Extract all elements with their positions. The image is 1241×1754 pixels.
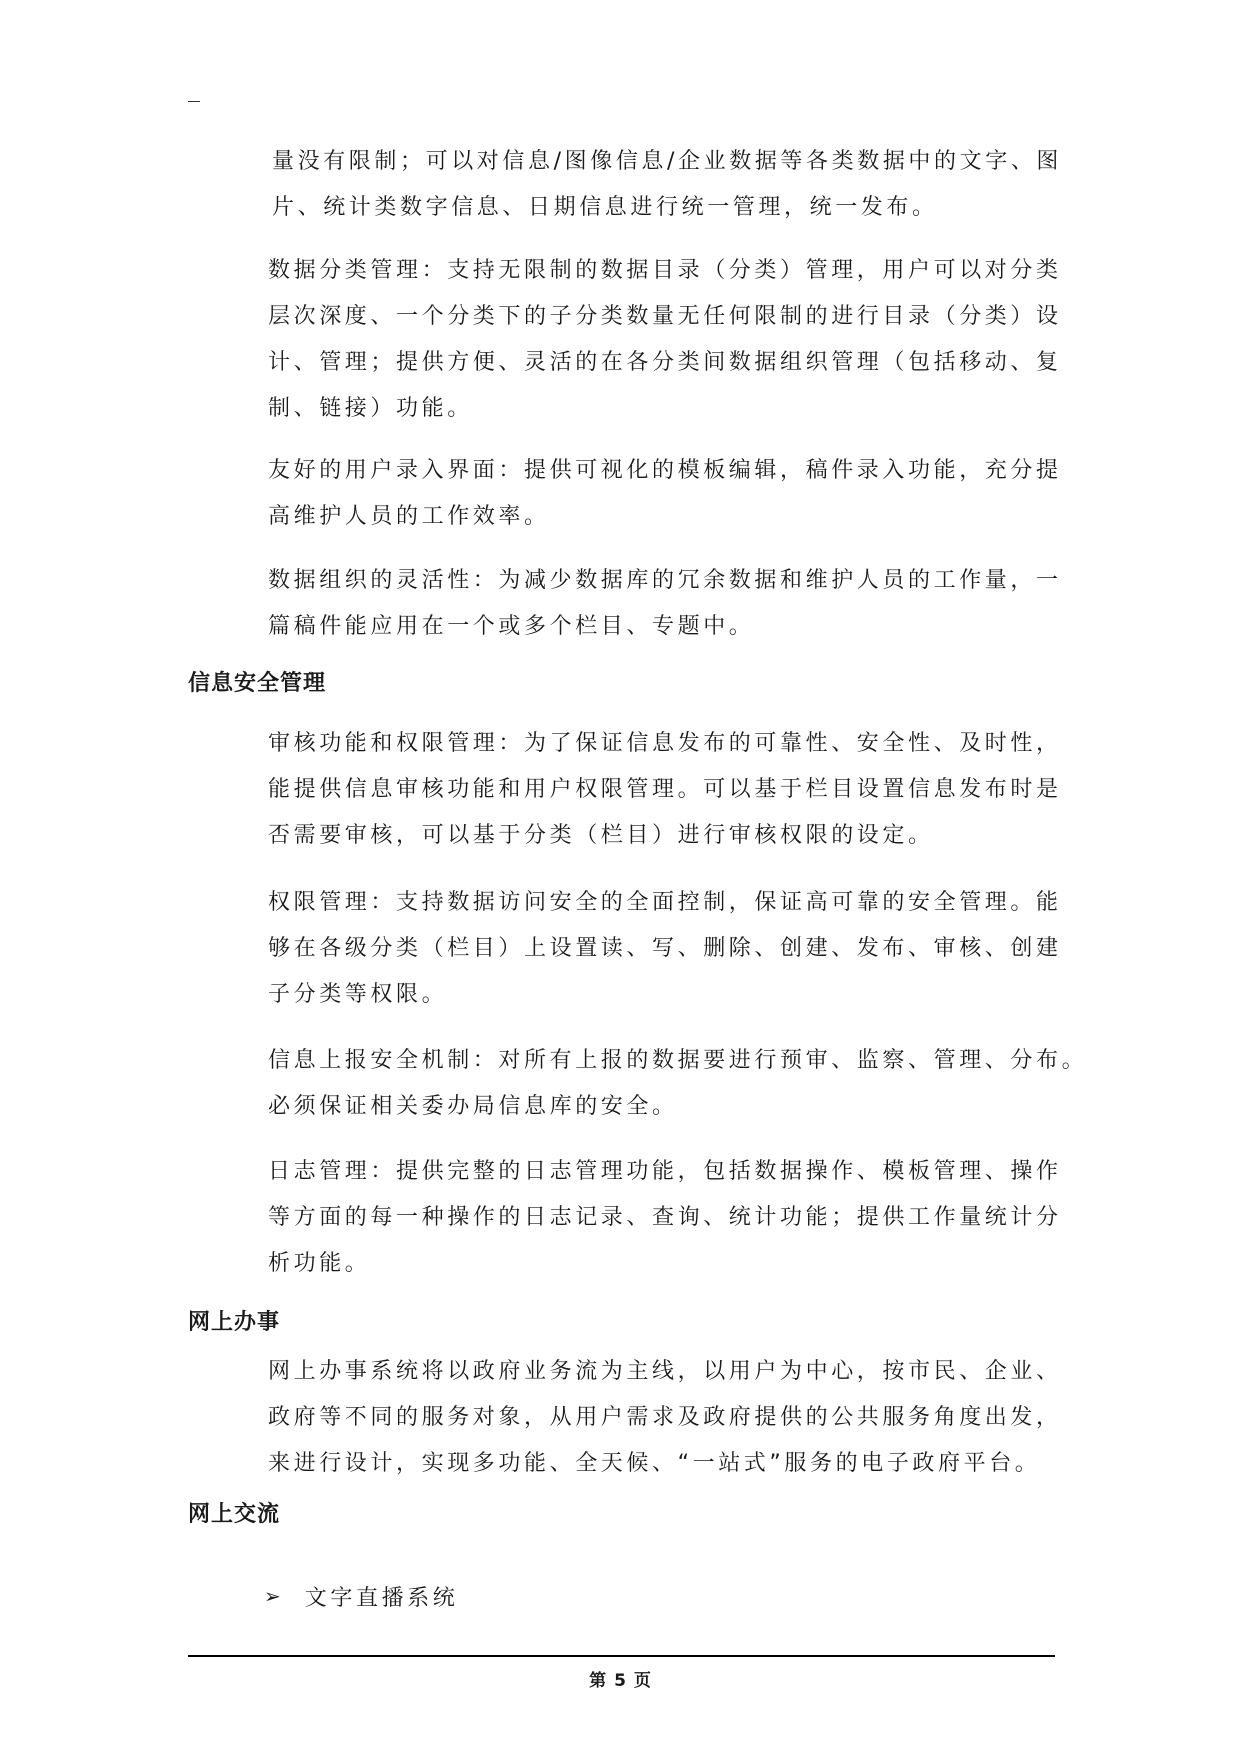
paragraph-line: 析功能。 xyxy=(268,1251,371,1276)
paragraph-report-security xyxy=(268,1038,1087,1130)
paragraph-line: 量没有限制；可以对信息/图像信息/企业数据等各类数据中的文字、图 xyxy=(272,149,1063,174)
paragraph-line: 篇稿件能应用在一个或多个栏目、专题中。 xyxy=(268,614,755,639)
paragraph-line: 日志管理：提供完整的日志管理功能，包括数据操作、模板管理、操作 xyxy=(268,1159,1062,1184)
bullet-text: 文字直播系统 xyxy=(304,1585,459,1611)
paragraph-line: 权限管理：支持数据访问安全的全面控制，保证高可靠的安全管理。能 xyxy=(268,890,1062,915)
paragraph-line: 审核功能和权限管理：为了保证信息发布的可靠性、安全性、及时性， xyxy=(268,731,1062,756)
header-mark xyxy=(188,101,200,102)
paragraph-line: 否需要审核，可以基于分类（栏目）进行审核权限的设定。 xyxy=(268,823,934,848)
paragraph-line: 数据分类管理：支持无限制的数据目录（分类）管理，用户可以对分类 xyxy=(268,258,1062,283)
paragraph-online-affairs xyxy=(268,1349,1062,1487)
footer-divider xyxy=(188,1655,1055,1657)
paragraph-data-classification xyxy=(268,248,1062,432)
paragraph-line: 等方面的每一种操作的日志记录、查询、统计功能；提供工作量统计分 xyxy=(268,1205,1062,1230)
paragraph-line: 信息上报安全机制：对所有上报的数据要进行预审、监察、管理、分布。 xyxy=(268,1048,1088,1073)
paragraph-audit xyxy=(268,721,1062,859)
heading-online-affairs: 网上办事 xyxy=(188,1310,281,1335)
paragraph-line: 数据组织的灵活性：为减少数据库的冗余数据和维护人员的工作量，一 xyxy=(268,568,1062,593)
paragraph-line: 子分类等权限。 xyxy=(268,982,448,1007)
paragraph-line: 制、链接）功能。 xyxy=(268,396,473,421)
paragraph-line: 高维护人员的工作效率。 xyxy=(268,504,550,529)
paragraph-line: 片、统计类数字信息、日期信息进行统一管理，统一发布。 xyxy=(272,195,938,220)
arrow-bullet-icon: ➢ xyxy=(264,1584,281,1608)
paragraph-line: 来进行设计，实现多功能、全天候、“一站式”服务的电子政府平台。 xyxy=(268,1451,1041,1476)
paragraph-line: 层次深度、一个分类下的子分类数量无任何限制的进行目录（分类）设 xyxy=(268,304,1062,329)
paragraph-line: 政府等不同的服务对象，从用户需求及政府提供的公共服务角度出发， xyxy=(268,1405,1062,1430)
page-number: 第 5 页 xyxy=(589,1671,652,1691)
paragraph-line: 必须保证相关委办局信息库的安全。 xyxy=(268,1094,678,1119)
paragraph-line: 网上办事系统将以政府业务流为主线，以用户为中心，按市民、企业、 xyxy=(268,1359,1062,1384)
heading-info-security: 信息安全管理 xyxy=(188,671,327,696)
paragraph-line: 够在各级分类（栏目）上设置读、写、删除、创建、发布、审核、创建 xyxy=(268,936,1062,961)
bullet-item xyxy=(264,1578,458,1614)
paragraph-permissions xyxy=(268,880,1062,1018)
paragraph-user-input xyxy=(268,448,1062,540)
paragraph-line: 能提供信息审核功能和用户权限管理。可以基于栏目设置信息发布时是 xyxy=(268,777,1062,802)
paragraph-line: 计、管理；提供方便、灵活的在各分类间数据组织管理（包括移动、复 xyxy=(268,350,1062,375)
paragraph-log-management xyxy=(268,1149,1062,1287)
paragraph-data-quantity xyxy=(272,139,1062,231)
paragraph-line: 友好的用户录入界面：提供可视化的模板编辑，稿件录入功能，充分提 xyxy=(268,458,1062,483)
heading-online-exchange: 网上交流 xyxy=(188,1502,281,1527)
paragraph-data-flexibility xyxy=(268,558,1062,650)
